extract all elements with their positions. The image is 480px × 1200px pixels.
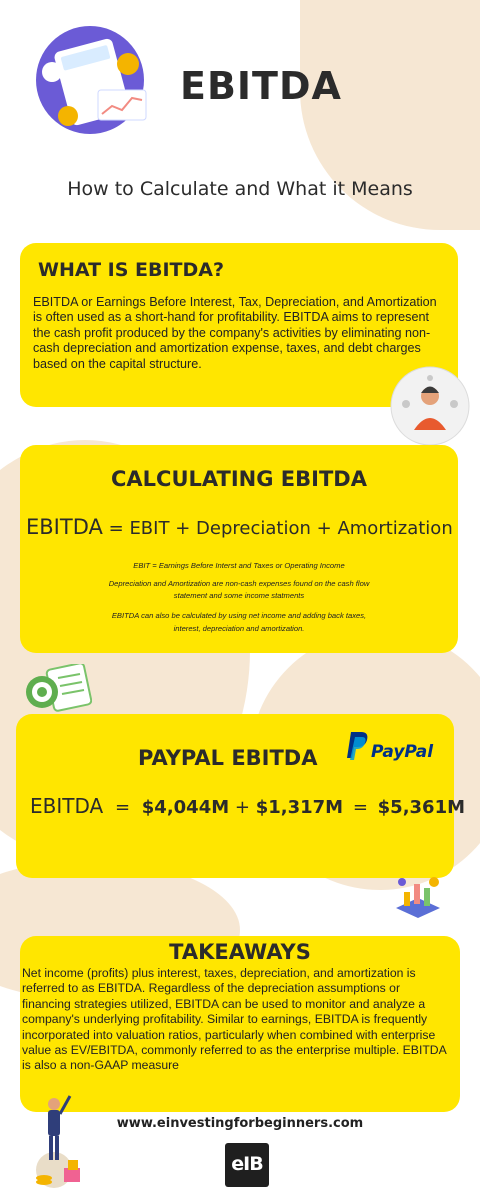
paypal-formula xyxy=(30,794,466,818)
takeaways-heading: TAKEAWAYS xyxy=(169,940,311,964)
takeaways-body: Net income (profits) plus interest, taxes, depreciation, and amortization is referred to as EBITDA. Regardless of the depreciation assumptions or financing strategies utilized, EBITDA can be used to monitor and analyze a company's underlying profitability. Similar to earnings, EBITDA is frequently incorporated into valuation ratios, particularly when combined with enterprise value as EV/EBITDA, commonly referred to as the enterprise multiple. EBITDA is also a non-GAAP measure xyxy=(22,966,447,1073)
eib-logo-text: eIB xyxy=(231,1153,263,1175)
paypal-formula-plus: + xyxy=(234,797,250,818)
calculating-ebitda-card xyxy=(20,445,458,653)
page-subtitle: How to Calculate and What it Means xyxy=(67,178,413,200)
formula-ebit: EBIT xyxy=(129,518,170,539)
paypal-formula-result: $5,361M xyxy=(377,797,466,818)
calc-note-noncash-line2: statement and some income statments xyxy=(173,591,305,600)
calc-note-ebit: EBIT = Earnings Before Interst and Taxes or Operating Income xyxy=(133,561,345,570)
page-title: EBITDA xyxy=(180,64,342,108)
target-checklist-icon xyxy=(22,664,92,712)
paypal-formula-equals-1: = xyxy=(114,797,131,818)
paypal-heading: PAYPAL EBITDA xyxy=(138,746,318,770)
business-charts-icon xyxy=(392,872,444,920)
formula-amortization: Amortization xyxy=(337,518,453,539)
calc-heading: CALCULATING EBITDA xyxy=(111,467,367,491)
website-url[interactable]: www.einvestingforbeginners.com xyxy=(116,1116,364,1131)
paypal-formula-value-1: $4,044M xyxy=(141,797,230,818)
formula-lhs: EBITDA xyxy=(26,515,103,539)
what-heading: WHAT IS EBITDA? xyxy=(38,259,225,281)
paypal-logo xyxy=(345,730,440,770)
paypal-p-icon xyxy=(345,730,371,760)
businessman-coins-illustration xyxy=(24,1086,92,1190)
paypal-formula-equals-2: = xyxy=(352,797,368,818)
eib-logo xyxy=(225,1143,269,1187)
what-body: EBITDA or Earnings Before Interest, Tax, Depreciation, and Amortization is often used as a short-hand for profitability. EBITDA aims to represent the cash profit produced by the company's activities by eliminating non-cash depreciation and amortization expense, taxes, and debt charges based on the capital structure. xyxy=(33,295,437,371)
formula-plus-2: + xyxy=(316,518,332,539)
calculator-illustration xyxy=(32,24,152,136)
paypal-formula-lhs: EBITDA xyxy=(30,794,104,818)
calc-note-netincome-line2: interest, depreciation and amortization. xyxy=(173,624,305,633)
calc-formula xyxy=(26,515,456,539)
paypal-logo-text: PayPal xyxy=(371,742,434,762)
calc-note-netincome-line1: EBITDA can also be calculated by using net income and adding back taxes, xyxy=(111,611,367,620)
formula-plus-1: + xyxy=(175,518,191,539)
formula-equals: = xyxy=(108,518,124,539)
calc-note-noncash-line1: Depreciation and Amortization are non-cash expenses found on the cash flow xyxy=(108,579,370,588)
thinking-person-icon xyxy=(390,366,470,446)
formula-depreciation: Depreciation xyxy=(196,518,311,539)
paypal-formula-value-2: $1,317M xyxy=(255,797,344,818)
